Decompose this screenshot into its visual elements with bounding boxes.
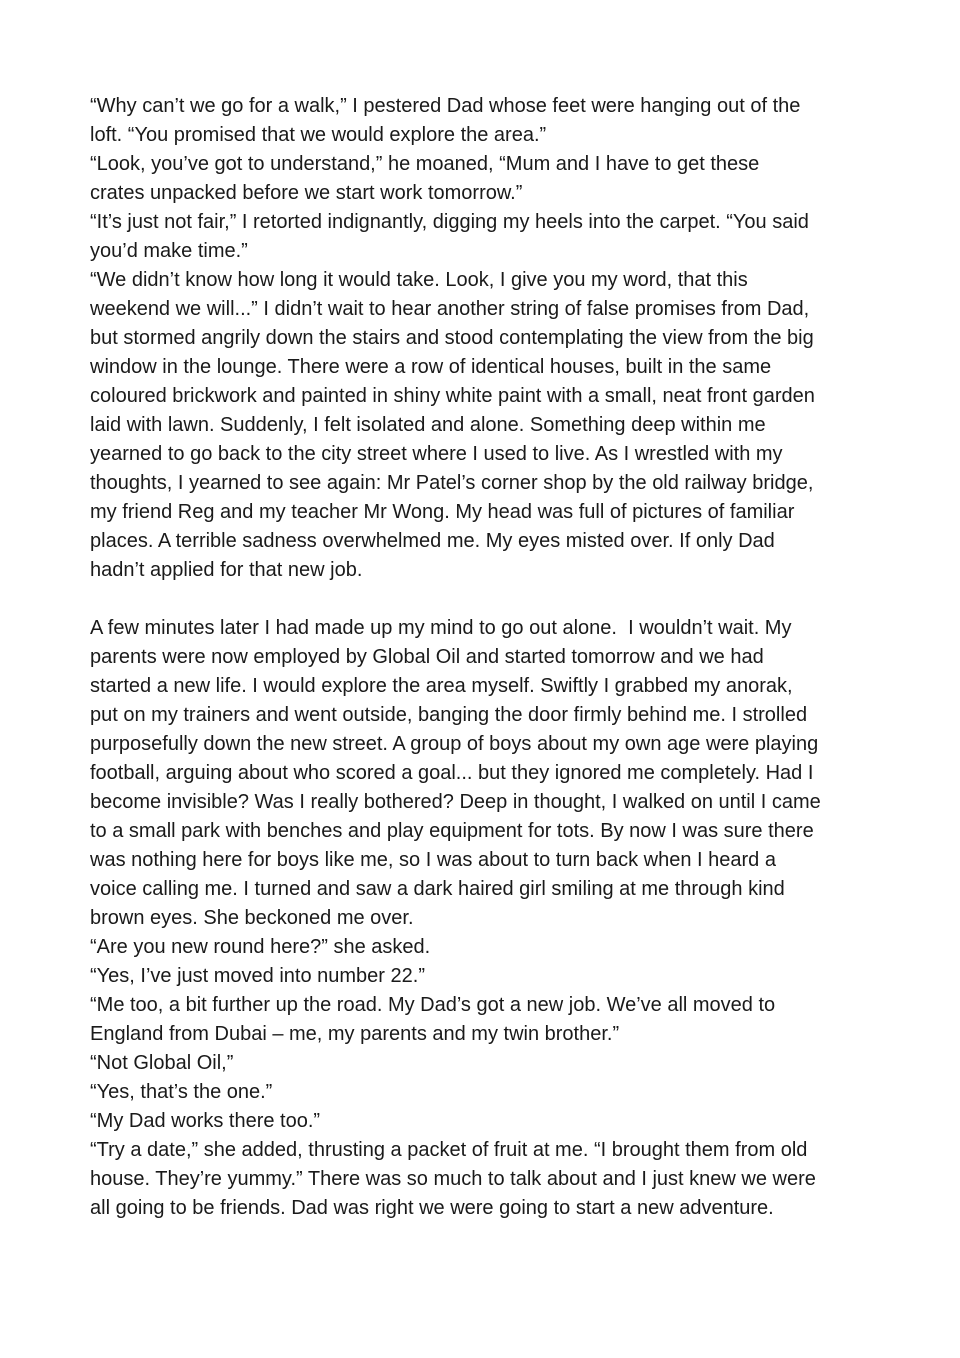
text-line: “Why can’t we go for a walk,” I pestered Dad whose feet were hanging out of the bbox=[90, 95, 801, 117]
text-line: “Look, you’ve got to understand,” he moaned, “Mum and I have to get these bbox=[90, 153, 760, 175]
text-line: parents were now employed by Global Oil and started tomorrow and we had bbox=[90, 646, 764, 668]
text-line: “Me too, a bit further up the road. My Dad’s got a new job. We’ve all moved to bbox=[90, 994, 776, 1016]
text-line: was nothing here for boys like me, so I was about to turn back when I heard a bbox=[90, 849, 776, 871]
text-line: coloured brickwork and painted in shiny white paint with a small, neat front garden bbox=[90, 385, 815, 407]
text-line: England from Dubai – me, my parents and my twin brother.” bbox=[90, 1023, 620, 1045]
paragraph-2 bbox=[90, 614, 880, 1223]
text-line: voice calling me. I turned and saw a dark haired girl smiling at me through kind bbox=[90, 878, 785, 900]
text-line: you’d make time.” bbox=[90, 240, 248, 262]
text-line: “Yes, I’ve just moved into number 22.” bbox=[90, 965, 425, 987]
text-line: brown eyes. She beckoned me over. bbox=[90, 907, 414, 929]
text-line: my friend Reg and my teacher Mr Wong. My head was full of pictures of familiar bbox=[90, 501, 795, 523]
text-line: window in the lounge. There were a row of identical houses, built in the same bbox=[90, 356, 772, 378]
text-line: all going to be friends. Dad was right we were going to start a new adventure. bbox=[90, 1197, 774, 1219]
text-line: “Not Global Oil,” bbox=[90, 1052, 234, 1074]
text-line: “It’s just not fair,” I retorted indignantly, digging my heels into the carpet. “You said bbox=[90, 211, 809, 233]
text-line: “Try a date,” she added, thrusting a packet of fruit at me. “I brought them from old bbox=[90, 1139, 808, 1161]
text-line: but stormed angrily down the stairs and stood contemplating the view from the big bbox=[90, 327, 814, 349]
text-line: weekend we will...” I didn’t wait to hear another string of false promises from Dad, bbox=[90, 298, 810, 320]
text-line: started a new life. I would explore the area myself. Swiftly I grabbed my anorak, bbox=[90, 675, 793, 697]
text-line: house. They’re yummy.” There was so much to talk about and I just knew we were bbox=[90, 1168, 816, 1190]
text-line: “My Dad works there too.” bbox=[90, 1110, 321, 1132]
text-line: football, arguing about who scored a goal... but they ignored me completely. Had I bbox=[90, 762, 814, 784]
text-line: hadn’t applied for that new job. bbox=[90, 559, 363, 581]
document-page bbox=[90, 92, 880, 1223]
text-line: “Are you new round here?” she asked. bbox=[90, 936, 431, 958]
paragraph-gap bbox=[90, 585, 880, 614]
text-line: thoughts, I yearned to see again: Mr Patel’s corner shop by the old railway bridge, bbox=[90, 472, 814, 494]
text-line: put on my trainers and went outside, banging the door firmly behind me. I strolled bbox=[90, 704, 808, 726]
text-line: to a small park with benches and play equipment for tots. By now I was sure there bbox=[90, 820, 814, 842]
text-line: “We didn’t know how long it would take. Look, I give you my word, that this bbox=[90, 269, 748, 291]
text-line: laid with lawn. Suddenly, I felt isolated and alone. Something deep within me bbox=[90, 414, 766, 436]
text-line: places. A terrible sadness overwhelmed me. My eyes misted over. If only Dad bbox=[90, 530, 775, 552]
text-line: become invisible? Was I really bothered? Deep in thought, I walked on until I came bbox=[90, 791, 821, 813]
text-line: crates unpacked before we start work tomorrow.” bbox=[90, 182, 523, 204]
text-line: loft. “You promised that we would explore the area.” bbox=[90, 124, 547, 146]
text-line: purposefully down the new street. A group of boys about my own age were playing bbox=[90, 733, 819, 755]
text-line: yearned to go back to the city street where I used to live. As I wrestled with my bbox=[90, 443, 783, 465]
paragraph-1 bbox=[90, 92, 880, 585]
text-line: A few minutes later I had made up my mind to go out alone. I wouldn’t wait. My bbox=[90, 617, 792, 639]
text-line: “Yes, that’s the one.” bbox=[90, 1081, 273, 1103]
